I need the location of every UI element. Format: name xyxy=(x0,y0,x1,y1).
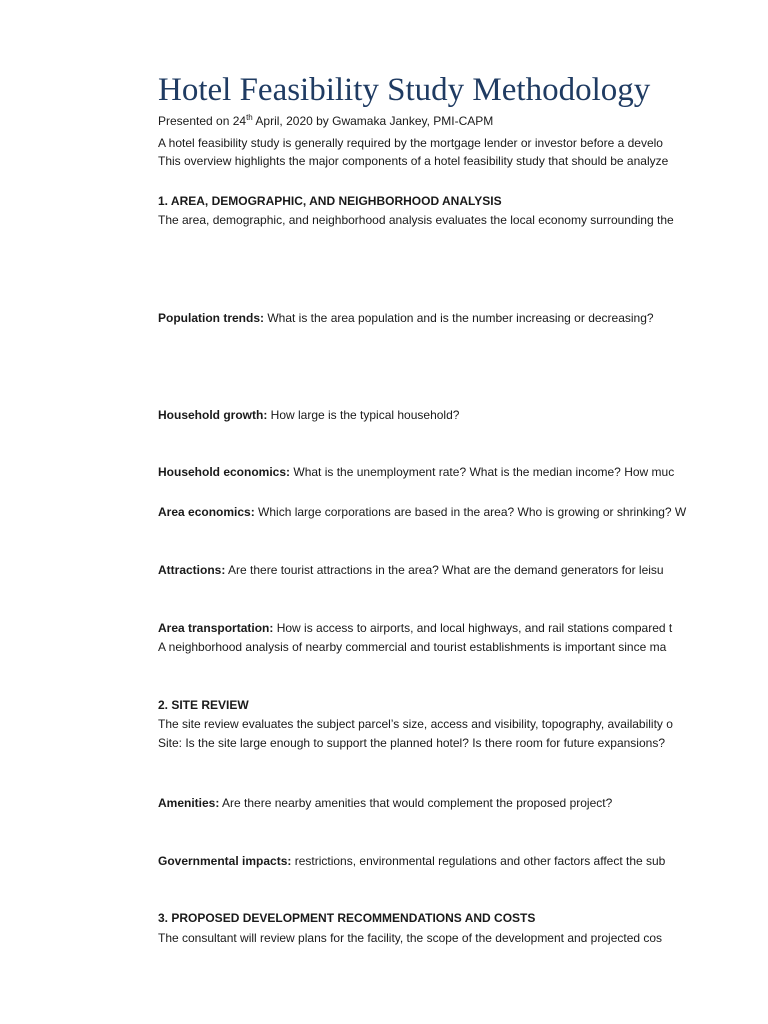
household-economics-label: Household economics: xyxy=(158,465,291,479)
document-title: Hotel Feasibility Study Methodology xyxy=(158,72,651,108)
household-economics-text: What is the unemployment rate? What is the median income? How muc xyxy=(290,465,675,479)
attractions-line xyxy=(158,562,664,578)
household-growth-line xyxy=(158,407,459,423)
population-trends-text: What is the area population and is the number increasing or decreasing? xyxy=(264,311,654,325)
amenities-text: Are there nearby amenities that would complement the proposed project? xyxy=(219,796,613,810)
area-economics-label: Area economics: xyxy=(158,505,255,519)
presented-prefix: Presented on 24 xyxy=(158,114,247,128)
section1-heading: 1. AREA, DEMOGRAPHIC, AND NEIGHBORHOOD ANALYSIS xyxy=(158,194,502,208)
area-transportation-line xyxy=(158,620,672,636)
neighborhood-analysis-text: A neighborhood analysis of nearby commercial and tourist establishments is important since ma xyxy=(158,640,667,654)
household-growth-text: How large is the typical household? xyxy=(267,408,460,422)
section3-heading: 3. PROPOSED DEVELOPMENT RECOMMENDATIONS AND COSTS xyxy=(158,911,536,925)
section2-text: The site review evaluates the subject parcel’s size, access and visibility, topography, availability o xyxy=(158,717,673,731)
area-transportation-text: How is access to airports, and local highways, and rail stations compared t xyxy=(273,621,673,635)
presented-suffix: April, 2020 by Gwamaka Jankey, PMI-CAPM xyxy=(252,114,494,128)
area-transportation-label: Area transportation: xyxy=(158,621,274,635)
household-economics-line xyxy=(158,464,674,480)
intro-line-1: A hotel feasibility study is generally required by the mortgage lender or investor before a develo xyxy=(158,136,663,150)
section1-text: The area, demographic, and neighborhood analysis evaluates the local economy surrounding the xyxy=(158,213,674,227)
household-growth-label: Household growth: xyxy=(158,408,268,422)
section3-text: The consultant will review plans for the facility, the scope of the development and projected cos xyxy=(158,931,663,945)
presented-sup: th xyxy=(246,113,253,122)
population-trends-label: Population trends: xyxy=(158,311,264,325)
attractions-text: Are there tourist attractions in the area? What are the demand generators for leisu xyxy=(225,563,664,577)
amenities-line xyxy=(158,795,612,811)
governmental-impacts-label: Governmental impacts: xyxy=(158,854,292,868)
governmental-impacts-line xyxy=(158,853,665,869)
section2-heading: 2. SITE REVIEW xyxy=(158,698,249,712)
presented-line xyxy=(158,113,493,129)
amenities-label: Amenities: xyxy=(158,796,220,810)
intro-line-2: This overview highlights the major components of a hotel feasibility study that should be analyze xyxy=(158,154,669,168)
governmental-impacts-text: restrictions, environmental regulations and other factors affect the sub xyxy=(291,854,666,868)
attractions-label: Attractions: xyxy=(158,563,226,577)
area-economics-line xyxy=(158,504,686,520)
population-trends-line xyxy=(158,310,654,326)
area-economics-text: Which large corporations are based in the area? Who is growing or shrinking? W xyxy=(254,505,687,519)
document-body xyxy=(158,0,697,1024)
site-question-text: Site: Is the site large enough to support the planned hotel? Is there room for future expansions? xyxy=(158,736,665,750)
